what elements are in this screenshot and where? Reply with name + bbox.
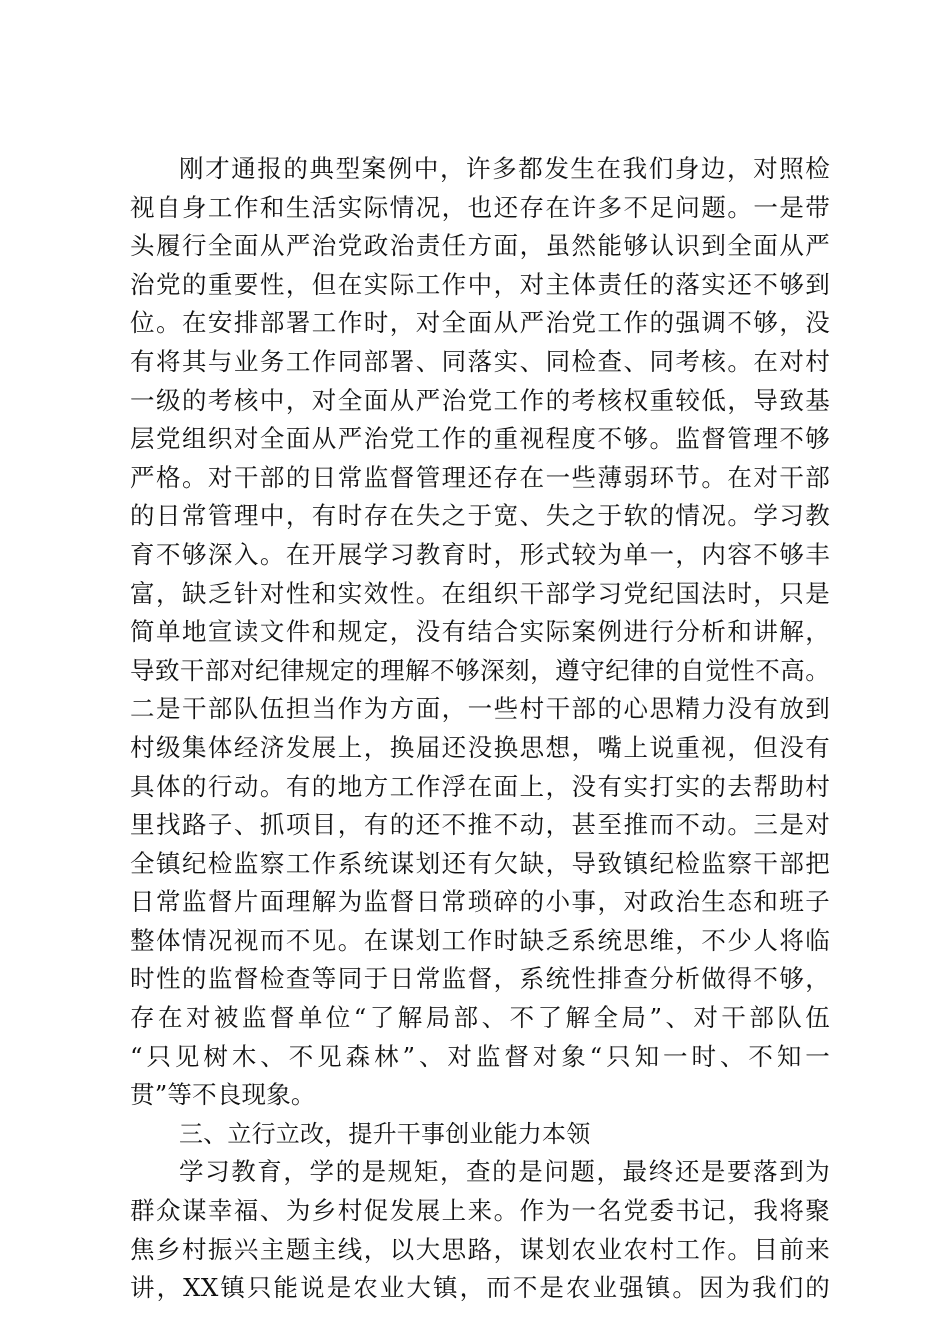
- text-line: 严格。对干部的日常监督管理还存在一些薄弱环节。在对干部: [130, 462, 830, 492]
- text-line: 二是干部队伍担当作为方面，一些村干部的心思精力没有放到: [130, 694, 830, 724]
- text-line: 日常监督片面理解为监督日常琐碎的小事，对政治生态和班子: [130, 887, 830, 917]
- text-line: 简单地宣读文件和规定，没有结合实际案例进行分析和讲解，: [130, 617, 830, 647]
- text-line: 群众谋幸福、为乡村促发展上来。作为一名党委书记，我将聚: [130, 1196, 830, 1226]
- text-line: 学习教育，学的是规矩，查的是问题，最终还是要落到为: [179, 1157, 830, 1187]
- document-body: [130, 150, 830, 1308]
- text-line: 育不够深入。在开展学习教育时，形式较为单一，内容不够丰: [130, 539, 830, 569]
- text-line: 整体情况视而不见。在谋划工作时缺乏系统思维，不少人将临: [130, 925, 830, 955]
- text-line: 刚才通报的典型案例中，许多都发生在我们身边，对照检: [179, 154, 830, 183]
- text-line: 时性的监督检查等同于日常监督，系统性排查分析做得不够，: [130, 964, 830, 994]
- paragraph-problems: [130, 150, 830, 1115]
- text-line: 的日常管理中，有时存在失之于宽、失之于软的情况。学习教: [130, 501, 830, 531]
- text-line: 位。在安排部署工作时，对全面从严治党工作的强调不够，没: [130, 308, 830, 338]
- text-line: 层党组织对全面从严治党工作的重视程度不够。监督管理不够: [130, 424, 830, 454]
- text-line: 头履行全面从严治党政治责任方面，虽然能够认识到全面从严: [130, 231, 830, 261]
- text-line: 有将其与业务工作同部署、同落实、同检查、同考核。在对村: [130, 346, 830, 376]
- paragraph-action: [130, 1153, 830, 1307]
- text-line: “只见树木、不见森林”、对监督对象“只知一时、不知一: [130, 1041, 830, 1071]
- text-line: 治党的重要性，但在实际工作中，对主体责任的落实还不够到: [130, 269, 830, 299]
- section-heading: 三、立行立改，提升干事创业能力本领: [179, 1119, 591, 1148]
- text-line: 贯”等不良现象。: [130, 1080, 316, 1110]
- text-line: 村级集体经济发展上，换届还没换思想，嘴上说重视，但没有: [130, 732, 830, 762]
- text-line: 讲，XX镇只能说是农业大镇，而不是农业强镇。因为我们的: [130, 1273, 830, 1303]
- text-line: 具体的行动。有的地方工作浮在面上，没有实打实的去帮助村: [130, 771, 830, 801]
- text-line: 焦乡村振兴主题主线，以大思路，谋划农业农村工作。目前来: [130, 1234, 830, 1264]
- text-line: 全镇纪检监察工作系统谋划还有欠缺，导致镇纪检监察干部把: [130, 848, 830, 878]
- text-line: 存在对被监督单位“了解局部、不了解全局”、对干部队伍: [130, 1003, 830, 1033]
- text-line: 一级的考核中，对全面从严治党工作的考核权重较低，导致基: [130, 385, 830, 415]
- text-line: 导致干部对纪律规定的理解不够深刻，遵守纪律的自觉性不高。: [130, 655, 830, 685]
- text-line: 视自身工作和生活实际情况，也还存在许多不足问题。一是带: [130, 192, 830, 222]
- text-line: 里找路子、抓项目，有的还不推不动，甚至推而不动。三是对: [130, 810, 830, 840]
- text-line: 富，缺乏针对性和实效性。在组织干部学习党纪国法时，只是: [130, 578, 830, 608]
